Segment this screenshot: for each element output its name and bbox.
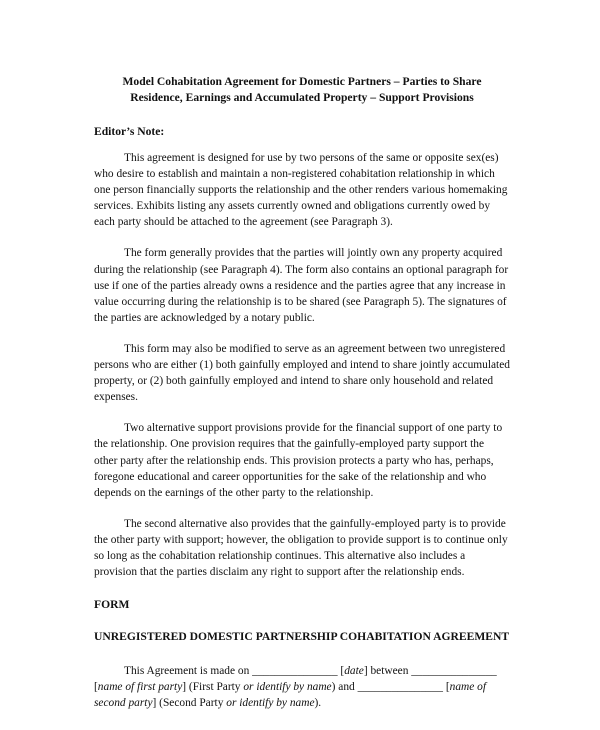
agreement-text-3: (First Party [186,681,244,694]
paragraph-3: This form may also be modified to serve as an agreement between two unregistered persons who are either (1) both gainfully employed and intend to share jointly accumulated property, or (2) both gainfully employed and intend to share only household and related expenses. [94,342,510,404]
first-party-blank: _______________ [411,665,497,678]
paragraph-4: Two alternative support provisions provide for the financial support of one party to the relationship. One provision requires that the gainfully-employed party support the other party after the relationship ends. This provision protects a party who has, perhaps, foregone educational and career opportunities for the sake of the relationship and who depends on the earnings of the other party to the relationship. [94,422,503,499]
title-line-1: Model Cohabitation Agreement for Domestic Partners – Parties to Share [122,75,482,88]
second-party-blank: _______________ [357,681,443,694]
document-title [94,74,510,106]
first-party-label: name of first party [97,681,183,694]
or-identify-2: or identify by name [226,697,315,710]
paragraph-2: The form generally provides that the parties will jointly own any property acquired during the relationship (see Paragraph 4). The form also contains an optional paragraph for use if one of the parties already owns a residence and the parties agree that any increase in value occurring during the relationship is to be shared (see Paragraph 5). The signatures of the parties are acknowledged by a notary public. [94,247,509,324]
paragraph-1: This agreement is designed for use by two persons of the same or opposite sex(es) who desire to establish and maintain a non-registered cohabitation relationship in which one person financially supports the relationship and the other renders various homemaking services. Exhibits listing any assets currently owned and obligations currently owed by each party should be attached to the agreement (see Paragraph 3). [94,152,508,229]
agreement-text-1: This Agreement is made on [124,665,253,678]
date-label: date [344,665,364,678]
form-heading: FORM [94,598,130,612]
agreement-opening: This Agreement is made on _______________ [date] between _______________ [name of first party] (First Party or identify by name) and _______________ [name of second party] (Second Party or identify by name). [94,665,497,710]
title-line-2: Residence, Earnings and Accumulated Property – Support Provisions [130,91,474,104]
second-party-label: name of second party [94,681,487,710]
editors-note-heading: Editor’s Note: [94,125,165,138]
agreement-text-4: ) and [331,681,358,694]
agreement-text-2: between [367,665,412,678]
agreement-text-6: ). [314,697,322,710]
agreement-title: UNREGISTERED DOMESTIC PARTNERSHIP COHABITATION AGREEMENT [94,630,510,644]
date-blank: _______________ [252,665,338,678]
agreement-text-5: (Second Party [156,697,227,710]
paragraph-5: The second alternative also provides that the gainfully-employed party is to provide the other party with support; however, the obligation to provide support is to continue only so long as the cohabitation relationship continues. This alternative also includes a provision that the parties disclaim any right to support after the relationship ends. [94,517,508,579]
or-identify-1: or identify by name [243,681,332,694]
